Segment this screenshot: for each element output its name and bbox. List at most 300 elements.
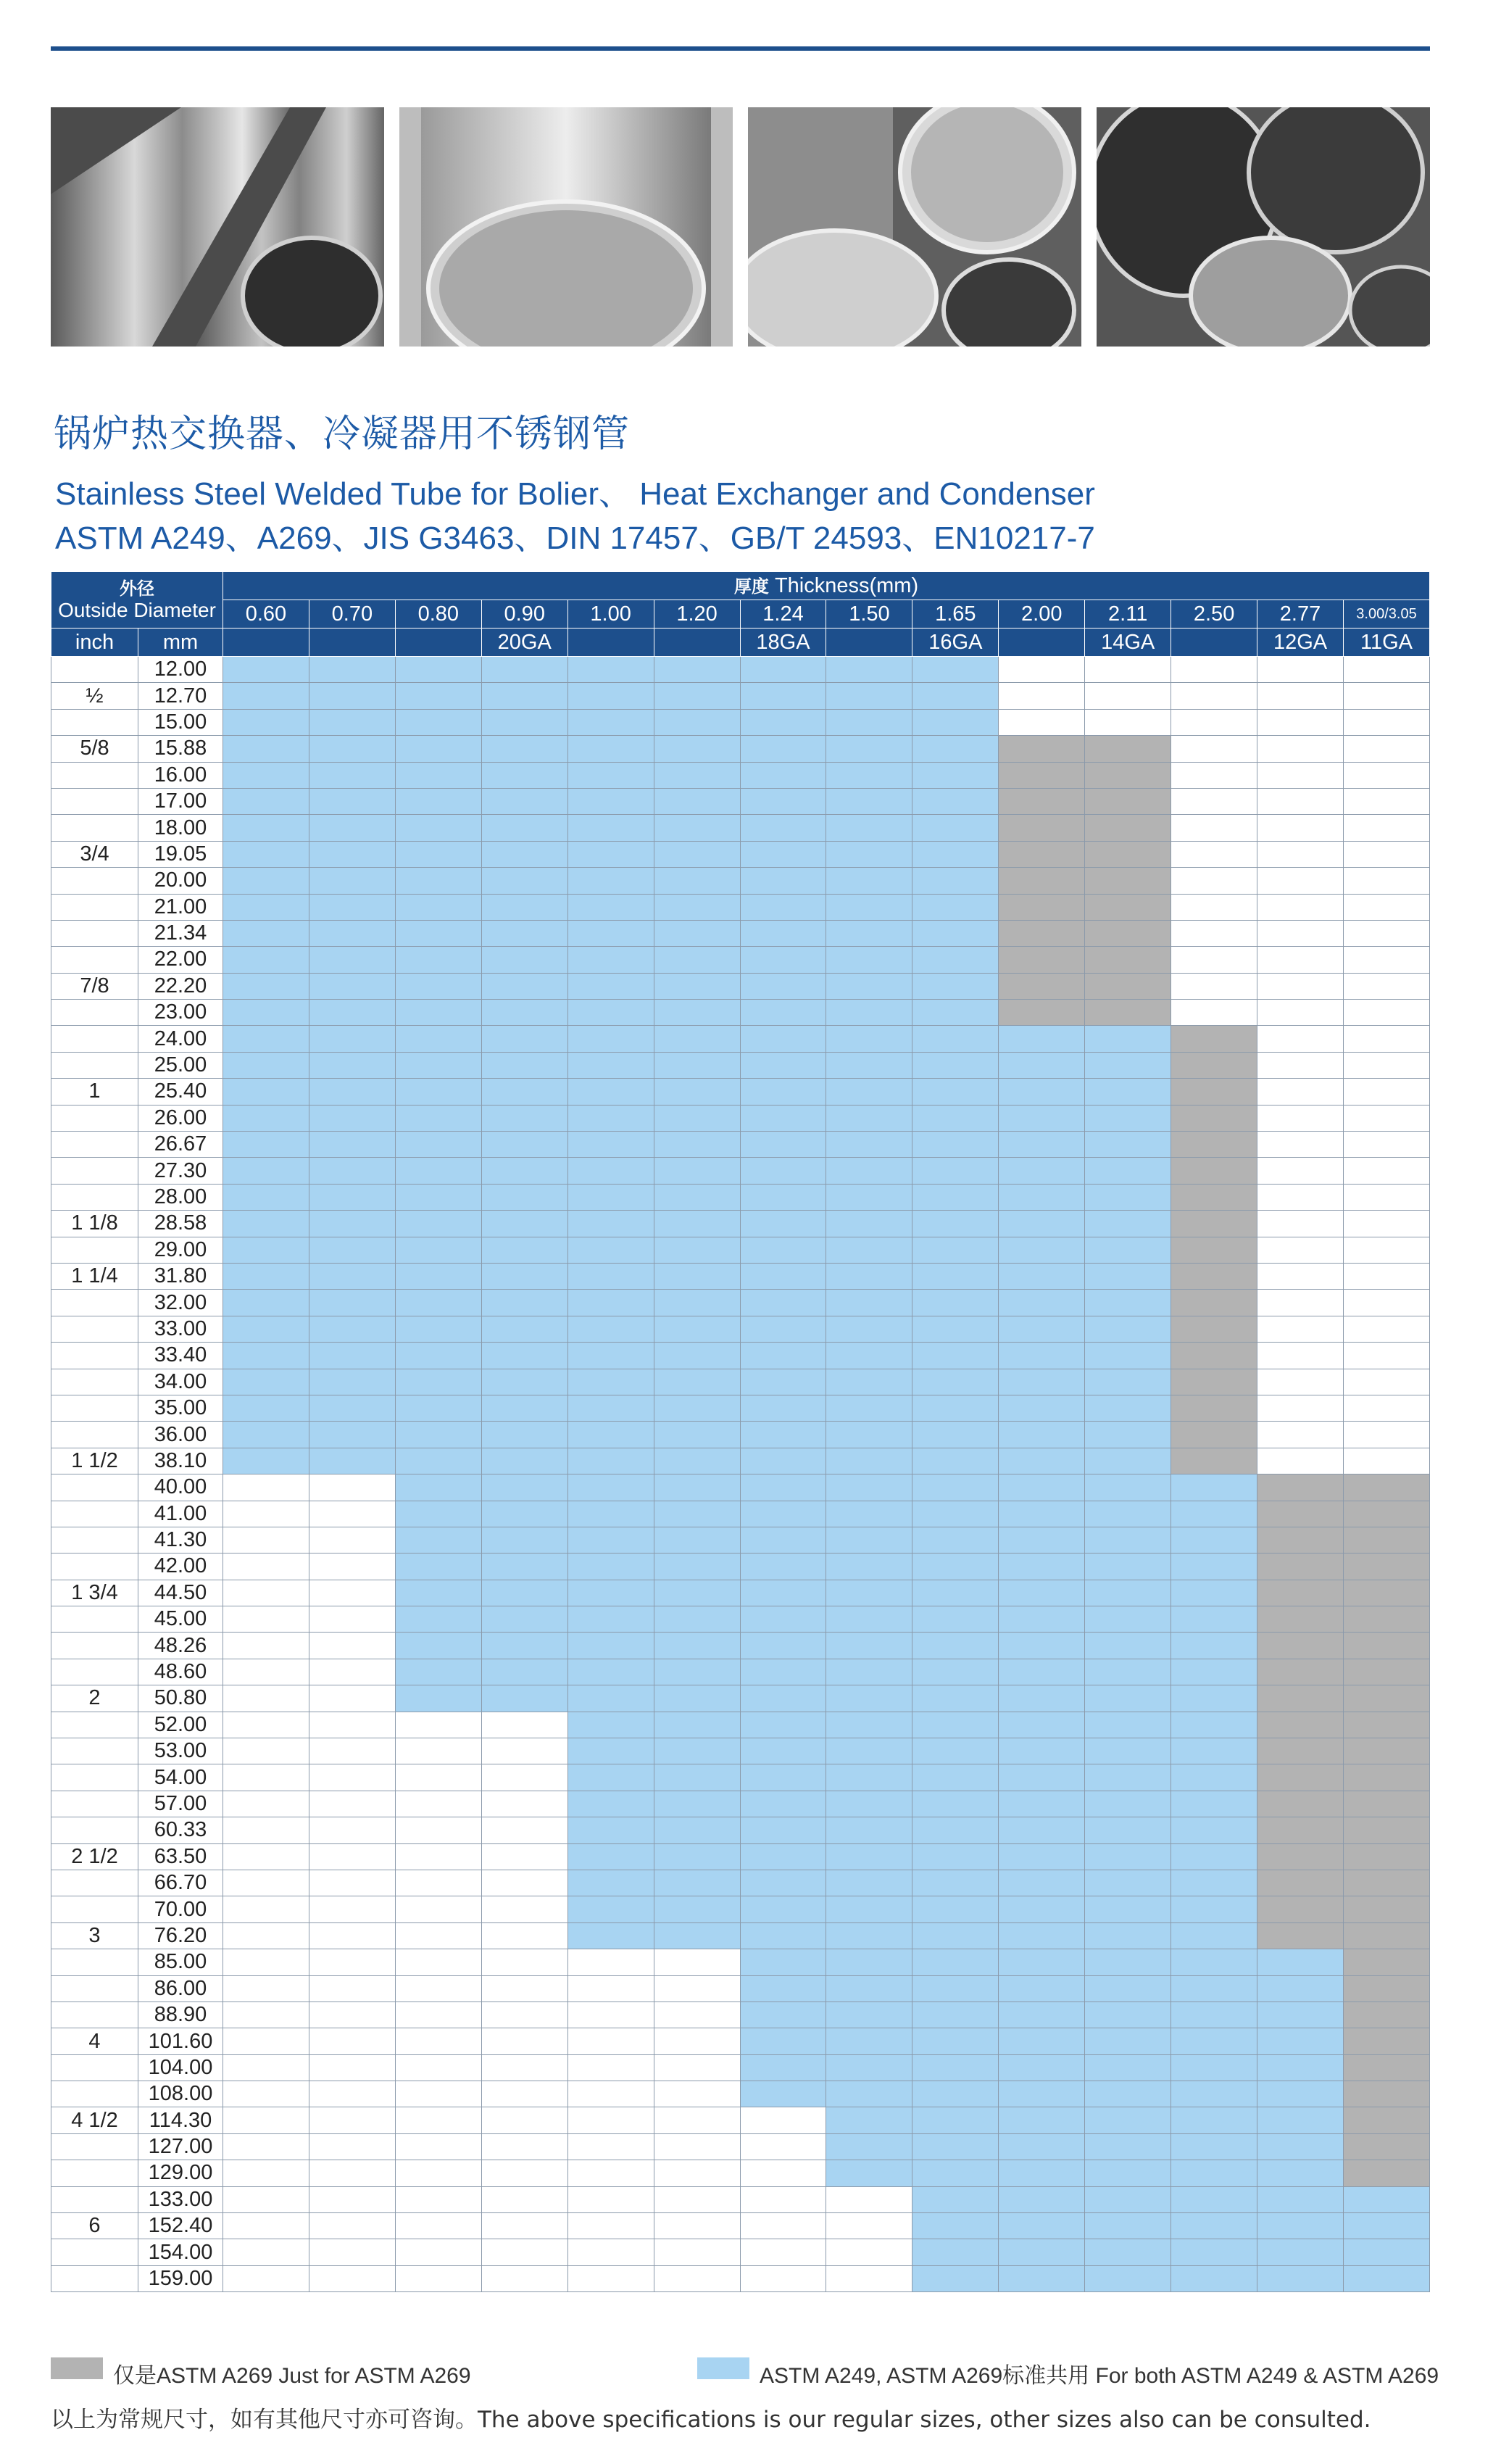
availability-cell-both (654, 1633, 740, 1659)
availability-cell-both (395, 1606, 481, 1633)
availability-cell-empty (395, 1712, 481, 1738)
gauge-value (826, 629, 912, 657)
availability-cell-both (740, 1685, 826, 1712)
availability-cell-empty (309, 1764, 395, 1791)
availability-cell-both (912, 2107, 999, 2133)
availability-cell-a269 (1085, 973, 1171, 999)
spec-table-body (51, 657, 1430, 2292)
availability-cell-both (654, 1606, 740, 1633)
availability-cell-empty (481, 2160, 567, 2186)
availability-cell-both (481, 1052, 567, 1078)
availability-cell-both (740, 1395, 826, 1421)
availability-cell-empty (1343, 894, 1429, 920)
footnote: 以上为常规尺寸，如有其他尺寸亦可咨询。The above specifications is our regular sizes, other sizes also can be consulted. (51, 2407, 1371, 2433)
availability-cell-empty (223, 1633, 309, 1659)
thickness-value: 1.50 (826, 600, 912, 629)
availability-cell-a269 (1257, 1791, 1344, 1817)
availability-cell-a269 (1343, 1896, 1429, 1922)
availability-cell-both (1085, 1606, 1171, 1633)
availability-cell-both (481, 1554, 567, 1580)
availability-cell-both (826, 1369, 912, 1395)
availability-cell-both (567, 1685, 654, 1712)
availability-cell-both (567, 657, 654, 683)
availability-cell-both (567, 1606, 654, 1633)
availability-cell-both (395, 868, 481, 894)
availability-cell-empty (1171, 973, 1257, 999)
table-row (51, 1817, 1430, 1843)
availability-cell-both (654, 1290, 740, 1316)
availability-cell-empty (395, 2133, 481, 2160)
thickness-values-row (51, 600, 1430, 629)
availability-cell-empty (309, 1738, 395, 1764)
availability-cell-both (740, 683, 826, 709)
availability-cell-both (740, 1290, 826, 1316)
availability-cell-both (999, 1184, 1085, 1210)
availability-cell-both (223, 1184, 309, 1210)
availability-cell-empty (223, 1606, 309, 1633)
inch-cell: 2 (51, 1685, 138, 1712)
inch-cell (51, 1633, 138, 1659)
availability-cell-empty (1257, 1026, 1344, 1052)
availability-cell-empty (223, 1527, 309, 1553)
availability-cell-both (309, 1316, 395, 1342)
availability-cell-both (654, 657, 740, 683)
availability-cell-both (395, 920, 481, 946)
availability-cell-both (567, 1316, 654, 1342)
inch-cell (51, 762, 138, 788)
availability-cell-empty (1343, 1290, 1429, 1316)
inch-cell (51, 2239, 138, 2265)
availability-cell-both (654, 1105, 740, 1131)
availability-cell-empty (481, 2213, 567, 2239)
availability-cell-both (1171, 1870, 1257, 1896)
availability-cell-both (912, 2002, 999, 2028)
availability-cell-both (999, 1237, 1085, 1263)
availability-cell-both (912, 788, 999, 814)
inch-cell (51, 1369, 138, 1395)
availability-cell-both (912, 841, 999, 867)
availability-cell-both (826, 1422, 912, 1448)
availability-cell-both (1085, 1052, 1171, 1078)
table-row (51, 2239, 1430, 2265)
availability-cell-empty (395, 1949, 481, 1975)
availability-cell-both (826, 1395, 912, 1421)
availability-cell-empty (309, 1527, 395, 1553)
availability-cell-both (1171, 2081, 1257, 2107)
table-row (51, 1158, 1430, 1184)
availability-cell-both (912, 2133, 999, 2160)
availability-cell-empty (1257, 1184, 1344, 1210)
availability-cell-both (999, 1896, 1085, 1922)
availability-cell-both (395, 1501, 481, 1527)
availability-cell-both (223, 762, 309, 788)
inch-cell: 1 3/4 (51, 1580, 138, 1606)
availability-cell-empty (1343, 683, 1429, 709)
availability-cell-empty (1257, 1079, 1344, 1105)
availability-cell-empty (1171, 788, 1257, 814)
availability-cell-both (826, 1343, 912, 1369)
table-row (51, 2028, 1430, 2054)
availability-cell-both (740, 947, 826, 973)
table-row (51, 1554, 1430, 1580)
availability-cell-both (309, 1000, 395, 1026)
availability-cell-both (912, 2081, 999, 2107)
table-row (51, 1448, 1430, 1474)
inch-cell (51, 920, 138, 946)
availability-cell-both (826, 1791, 912, 1817)
availability-cell-a269 (999, 762, 1085, 788)
availability-cell-both (912, 657, 999, 683)
availability-cell-empty (481, 2265, 567, 2291)
availability-cell-empty (395, 2081, 481, 2107)
availability-cell-both (395, 1052, 481, 1078)
availability-cell-empty (999, 683, 1085, 709)
availability-cell-empty (481, 1817, 567, 1843)
thickness-header-en: Thickness(mm) (774, 573, 919, 597)
availability-cell-both (395, 894, 481, 920)
availability-cell-both (999, 1052, 1085, 1078)
availability-cell-empty (1343, 1211, 1429, 1237)
availability-cell-a269 (1085, 815, 1171, 841)
availability-cell-both (1171, 1527, 1257, 1553)
availability-cell-both (395, 1422, 481, 1448)
availability-cell-both (395, 947, 481, 973)
availability-cell-both (1085, 1211, 1171, 1237)
availability-cell-both (654, 894, 740, 920)
availability-cell-both (999, 1263, 1085, 1289)
availability-cell-empty (1343, 1132, 1429, 1158)
availability-cell-empty (309, 2028, 395, 2054)
availability-cell-both (481, 1211, 567, 1237)
availability-cell-empty (567, 1949, 654, 1975)
availability-cell-empty (395, 1817, 481, 1843)
tube-photo-2 (399, 107, 733, 347)
availability-cell-both (395, 762, 481, 788)
availability-cell-both (481, 1580, 567, 1606)
availability-cell-both (912, 1000, 999, 1026)
mm-cell: 57.00 (138, 1791, 223, 1817)
availability-cell-empty (740, 2107, 826, 2133)
inch-cell: 4 1/2 (51, 2107, 138, 2133)
mm-cell: 38.10 (138, 1448, 223, 1474)
availability-cell-a269 (1171, 1026, 1257, 1052)
availability-cell-empty (1343, 1369, 1429, 1395)
availability-cell-both (1085, 2186, 1171, 2212)
availability-cell-empty (481, 1764, 567, 1791)
inch-cell (51, 1712, 138, 1738)
availability-cell-both (567, 709, 654, 735)
availability-cell-a269 (1171, 1263, 1257, 1289)
inch-cell (51, 2265, 138, 2291)
availability-cell-both (567, 1026, 654, 1052)
mm-cell: 133.00 (138, 2186, 223, 2212)
availability-cell-both (395, 1237, 481, 1263)
availability-cell-both (481, 1105, 567, 1131)
availability-cell-both (826, 1764, 912, 1791)
availability-cell-both (1257, 2107, 1344, 2133)
mm-cell: 63.50 (138, 1843, 223, 1870)
availability-cell-both (309, 788, 395, 814)
availability-cell-empty (1257, 1052, 1344, 1078)
availability-cell-both (1085, 1448, 1171, 1474)
legend-swatch-both (697, 2357, 749, 2379)
thickness-value: 1.20 (654, 600, 740, 629)
availability-cell-both (309, 1211, 395, 1237)
availability-cell-both (223, 1000, 309, 1026)
availability-cell-both (740, 1079, 826, 1105)
availability-cell-empty (567, 2054, 654, 2081)
availability-cell-a269 (1171, 1211, 1257, 1237)
availability-cell-both (1085, 1263, 1171, 1289)
availability-cell-empty (309, 1501, 395, 1527)
legend-text-both: ASTM A249, ASTM A269标准共用 For both ASTM A249 & ASTM A269 (760, 2364, 1439, 2388)
availability-cell-both (309, 868, 395, 894)
availability-cell-both (740, 788, 826, 814)
availability-cell-both (481, 973, 567, 999)
availability-cell-a269 (1171, 1079, 1257, 1105)
availability-cell-empty (1343, 1395, 1429, 1421)
availability-cell-empty (1171, 841, 1257, 867)
availability-cell-both (740, 1369, 826, 1395)
availability-cell-both (912, 1870, 999, 1896)
title-english: Stainless Steel Welded Tube for Bolier、 Heat Exchanger and Condenser (55, 476, 1095, 512)
availability-cell-both (654, 1817, 740, 1843)
availability-cell-both (567, 1395, 654, 1421)
availability-cell-empty (1257, 1000, 1344, 1026)
table-row (51, 2160, 1430, 2186)
availability-cell-both (912, 1369, 999, 1395)
table-row (51, 2081, 1430, 2107)
availability-cell-empty (481, 1738, 567, 1764)
availability-cell-both (481, 709, 567, 735)
availability-cell-both (912, 1290, 999, 1316)
mm-cell: 28.00 (138, 1184, 223, 1210)
availability-cell-both (1171, 2133, 1257, 2160)
availability-cell-both (654, 736, 740, 762)
availability-cell-both (1085, 1474, 1171, 1501)
availability-cell-empty (223, 1922, 309, 1949)
availability-cell-a269 (1343, 1527, 1429, 1553)
availability-cell-both (999, 2107, 1085, 2133)
availability-cell-both (740, 973, 826, 999)
availability-cell-both (1171, 1791, 1257, 1817)
availability-cell-both (395, 1132, 481, 1158)
availability-cell-empty (395, 2239, 481, 2265)
availability-cell-both (740, 1712, 826, 1738)
availability-cell-both (740, 1896, 826, 1922)
availability-cell-both (223, 736, 309, 762)
availability-cell-both (912, 1237, 999, 1263)
table-row (51, 1527, 1430, 1553)
availability-cell-both (1085, 1949, 1171, 1975)
availability-cell-both (481, 788, 567, 814)
availability-cell-both (481, 1448, 567, 1474)
table-row (51, 1132, 1430, 1158)
availability-cell-both (395, 788, 481, 814)
availability-cell-both (309, 709, 395, 735)
availability-cell-empty (223, 2239, 309, 2265)
availability-cell-both (223, 1211, 309, 1237)
availability-cell-both (481, 1422, 567, 1448)
availability-cell-empty (1171, 683, 1257, 709)
inch-cell: 6 (51, 2213, 138, 2239)
availability-cell-a269 (1343, 1764, 1429, 1791)
availability-cell-empty (481, 2186, 567, 2212)
availability-cell-both (740, 1343, 826, 1369)
availability-cell-a269 (1343, 1659, 1429, 1685)
inch-cell (51, 1132, 138, 1158)
availability-cell-both (1171, 1738, 1257, 1764)
availability-cell-both (1257, 2265, 1344, 2291)
availability-cell-both (999, 2213, 1085, 2239)
availability-cell-both (826, 1105, 912, 1131)
table-row (51, 1975, 1430, 2002)
availability-cell-both (999, 1211, 1085, 1237)
availability-cell-empty (1171, 709, 1257, 735)
availability-cell-both (654, 1316, 740, 1342)
availability-cell-both (654, 947, 740, 973)
availability-cell-both (826, 1316, 912, 1342)
availability-cell-both (567, 1870, 654, 1896)
availability-cell-empty (481, 1975, 567, 2002)
availability-cell-both (654, 1922, 740, 1949)
availability-cell-a269 (1171, 1369, 1257, 1395)
availability-cell-both (1343, 2239, 1429, 2265)
gauge-value: 11GA (1343, 629, 1429, 657)
availability-cell-both (654, 1843, 740, 1870)
availability-cell-empty (1343, 1052, 1429, 1078)
availability-cell-empty (309, 1870, 395, 1896)
table-row (51, 2186, 1430, 2212)
inch-cell: 1 (51, 1079, 138, 1105)
availability-cell-both (1171, 1474, 1257, 1501)
inch-cell (51, 1975, 138, 2002)
table-row (51, 1659, 1430, 1685)
availability-cell-a269 (1171, 1343, 1257, 1369)
availability-cell-both (223, 1395, 309, 1421)
availability-cell-a269 (1343, 2107, 1429, 2133)
availability-cell-both (395, 1395, 481, 1421)
availability-cell-empty (1257, 1237, 1344, 1263)
availability-cell-both (826, 1738, 912, 1764)
availability-cell-both (654, 1422, 740, 1448)
availability-cell-both (309, 736, 395, 762)
availability-cell-empty (826, 2265, 912, 2291)
availability-cell-both (740, 1870, 826, 1896)
availability-cell-both (740, 1052, 826, 1078)
availability-cell-both (654, 1764, 740, 1791)
inch-cell (51, 2002, 138, 2028)
availability-cell-both (912, 1132, 999, 1158)
availability-cell-a269 (1085, 947, 1171, 973)
availability-cell-empty (1257, 1343, 1344, 1369)
availability-cell-both (395, 1000, 481, 1026)
availability-cell-empty (223, 2265, 309, 2291)
availability-cell-both (999, 2186, 1085, 2212)
availability-cell-empty (223, 1975, 309, 2002)
mm-cell: 54.00 (138, 1764, 223, 1791)
availability-cell-empty (481, 2107, 567, 2133)
availability-cell-both (740, 2028, 826, 2054)
table-row (51, 1870, 1430, 1896)
gauge-value (395, 629, 481, 657)
table-row (51, 1184, 1430, 1210)
availability-cell-both (912, 1843, 999, 1870)
availability-cell-both (912, 1606, 999, 1633)
availability-cell-empty (223, 2186, 309, 2212)
availability-cell-both (654, 1132, 740, 1158)
availability-cell-both (912, 1079, 999, 1105)
availability-cell-both (912, 1395, 999, 1421)
availability-cell-both (481, 841, 567, 867)
availability-cell-a269 (999, 736, 1085, 762)
availability-cell-empty (1257, 657, 1344, 683)
table-row (51, 841, 1430, 867)
availability-cell-a269 (1171, 1422, 1257, 1448)
availability-cell-both (912, 1527, 999, 1553)
mm-cell: 16.00 (138, 762, 223, 788)
availability-cell-both (567, 762, 654, 788)
availability-cell-both (223, 894, 309, 920)
availability-cell-a269 (1257, 1738, 1344, 1764)
availability-cell-empty (223, 1474, 309, 1501)
availability-cell-both (740, 1000, 826, 1026)
availability-cell-empty (1171, 736, 1257, 762)
availability-cell-both (223, 788, 309, 814)
availability-cell-empty (223, 1685, 309, 1712)
mm-cell: 154.00 (138, 2239, 223, 2265)
availability-cell-both (826, 1580, 912, 1606)
mm-cell: 12.00 (138, 657, 223, 683)
availability-cell-empty (1343, 657, 1429, 683)
table-row (51, 788, 1430, 814)
availability-cell-both (912, 1659, 999, 1685)
availability-cell-both (912, 1343, 999, 1369)
mm-cell: 108.00 (138, 2081, 223, 2107)
availability-cell-both (1085, 1764, 1171, 1791)
availability-cell-both (395, 1474, 481, 1501)
availability-cell-a269 (1343, 2133, 1429, 2160)
availability-cell-empty (567, 2265, 654, 2291)
photo-strip (51, 107, 1430, 347)
table-row (51, 1105, 1430, 1131)
availability-cell-both (309, 1422, 395, 1448)
availability-cell-both (223, 973, 309, 999)
availability-cell-both (481, 683, 567, 709)
availability-cell-both (999, 1554, 1085, 1580)
availability-cell-both (912, 894, 999, 920)
availability-cell-empty (1257, 1369, 1344, 1395)
availability-cell-both (912, 2054, 999, 2081)
inch-cell (51, 1422, 138, 1448)
availability-cell-both (567, 1211, 654, 1237)
inch-cell (51, 894, 138, 920)
legend-swatch-a269 (51, 2357, 103, 2379)
availability-cell-both (740, 2081, 826, 2107)
availability-cell-both (654, 1158, 740, 1184)
availability-cell-both (1257, 2239, 1344, 2265)
availability-cell-a269 (1343, 1738, 1429, 1764)
availability-cell-both (826, 1026, 912, 1052)
mm-cell: 17.00 (138, 788, 223, 814)
availability-cell-both (826, 2133, 912, 2160)
availability-cell-both (567, 1633, 654, 1659)
availability-cell-both (1085, 2133, 1171, 2160)
availability-cell-empty (567, 2081, 654, 2107)
availability-cell-empty (654, 2081, 740, 2107)
availability-cell-both (1085, 1343, 1171, 1369)
availability-cell-a269 (1257, 1580, 1344, 1606)
